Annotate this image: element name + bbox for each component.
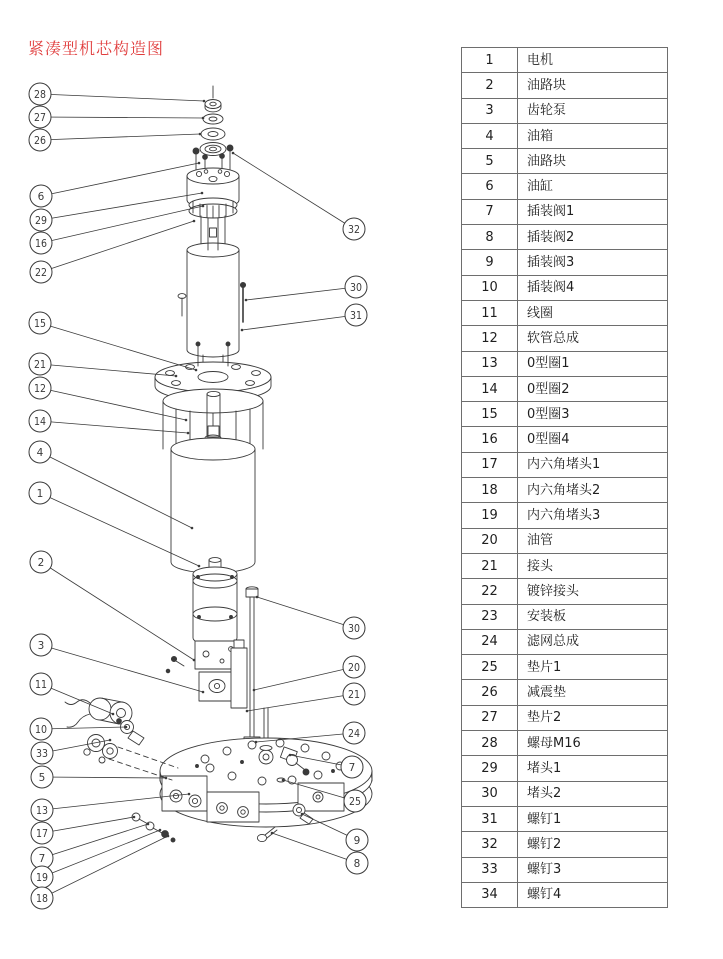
small-fittings [117,719,144,745]
callout-27 [29,106,204,128]
svg-text:14: 14 [34,415,47,428]
callout-6 [30,162,200,207]
svg-text:5: 5 [38,771,46,784]
table-row [462,48,668,73]
table-row [462,655,668,680]
svg-text:29: 29 [35,214,47,227]
part-number: 30 [462,781,518,806]
part-number: 24 [462,629,518,654]
part-number: 11 [462,300,518,325]
svg-text:1: 1 [36,487,44,500]
part-number: 4 [462,123,518,148]
part-name: 插装阀3 [518,250,668,275]
svg-text:7: 7 [348,761,356,774]
svg-text:11: 11 [35,678,47,691]
table-row [462,705,668,730]
part-name: 0型圈1 [518,351,668,376]
svg-text:22: 22 [35,266,47,279]
part-name: 软管总成 [518,326,668,351]
callout-14 [29,410,189,434]
table-row [462,199,668,224]
part-number: 12 [462,326,518,351]
part-name: 螺钉1 [518,806,668,831]
callout-30 [256,596,365,639]
part-number: 21 [462,553,518,578]
part-name: 0型圈2 [518,376,668,401]
svg-text:10: 10 [35,723,47,736]
table-row [462,629,668,654]
part-number: 15 [462,402,518,427]
oil-cylinder-barrel [187,243,239,357]
svg-text:20: 20 [348,661,360,674]
part-name: 接头 [518,553,668,578]
part-name: 插装阀1 [518,199,668,224]
svg-text:31: 31 [350,309,362,322]
part-number: 10 [462,275,518,300]
part-name: 0型圈3 [518,402,668,427]
table-row [462,832,668,857]
part-name: 内六角堵头1 [518,452,668,477]
part-number: 20 [462,528,518,553]
part-number: 23 [462,604,518,629]
part-name: 油路块 [518,149,668,174]
part-number: 6 [462,174,518,199]
part-number: 17 [462,452,518,477]
part-number: 18 [462,478,518,503]
part-number: 28 [462,731,518,756]
part-number: 3 [462,98,518,123]
part-name: 内六角堵头3 [518,503,668,528]
top-fastener-stack [200,86,226,156]
part-number: 29 [462,756,518,781]
table-row [462,680,668,705]
callout-3 [30,634,204,693]
table-row [462,402,668,427]
part-name: 电机 [518,48,668,73]
svg-text:30: 30 [348,622,360,635]
callout-28 [29,83,205,105]
table-row [462,452,668,477]
table-row [462,73,668,98]
table-row [462,275,668,300]
parts-table [461,47,668,908]
table-row [462,604,668,629]
table-row [462,123,668,148]
svg-text:2: 2 [37,556,45,569]
table-row [462,503,668,528]
table-row [462,478,668,503]
part-name: 插装阀2 [518,225,668,250]
svg-text:9: 9 [353,834,361,847]
callout-22 [30,220,195,283]
part-number: 9 [462,250,518,275]
part-name: 垫片1 [518,655,668,680]
table-row [462,857,668,882]
svg-text:32: 32 [348,223,360,236]
part-number: 33 [462,857,518,882]
table-row [462,98,668,123]
part-number: 25 [462,655,518,680]
svg-text:18: 18 [36,892,48,905]
part-name: 安装板 [518,604,668,629]
svg-text:7: 7 [38,852,46,865]
svg-text:28: 28 [34,88,46,101]
table-row [462,300,668,325]
table-row [462,579,668,604]
bottom-screws [132,813,175,842]
oil-tank [171,438,255,573]
part-number: 22 [462,579,518,604]
parts-table-body [462,48,668,908]
part-number: 27 [462,705,518,730]
part-name: 油管 [518,528,668,553]
callout-21 [29,353,177,377]
callout-5 [31,766,167,788]
svg-text:3: 3 [37,639,45,652]
callout-4 [29,441,193,529]
callout-32 [232,152,365,240]
part-number: 16 [462,427,518,452]
svg-text:24: 24 [348,727,361,740]
part-name: 0型圈4 [518,427,668,452]
svg-text:15: 15 [34,317,46,330]
table-row [462,427,668,452]
svg-text:27: 27 [34,111,46,124]
table-row [462,250,668,275]
part-number: 14 [462,376,518,401]
svg-text:8: 8 [353,857,361,870]
part-name: 油路块 [518,73,668,98]
part-name: 螺钉2 [518,832,668,857]
part-name: 螺母M16 [518,731,668,756]
callout-15 [29,312,197,371]
part-number: 5 [462,149,518,174]
page-title: 紧凑型机芯构造图 [28,39,165,58]
callout-26 [29,129,201,151]
callout-30 [245,276,367,301]
part-number: 7 [462,199,518,224]
base-plate [160,738,372,827]
svg-text:21: 21 [348,688,360,701]
part-name: 油缸 [518,174,668,199]
table-row [462,376,668,401]
table-row [462,806,668,831]
part-number: 34 [462,882,518,907]
motor-pump-column [193,558,237,645]
table-row [462,553,668,578]
svg-text:25: 25 [349,795,361,808]
svg-text:30: 30 [350,281,362,294]
svg-text:19: 19 [36,871,48,884]
svg-text:21: 21 [34,358,46,371]
part-number: 1 [462,48,518,73]
part-name: 滤网总成 [518,629,668,654]
part-name: 堵头2 [518,781,668,806]
table-row [462,351,668,376]
part-name: 堵头1 [518,756,668,781]
table-row [462,731,668,756]
part-number: 32 [462,832,518,857]
part-name: 内六角堵头2 [518,478,668,503]
part-name: 垫片2 [518,705,668,730]
part-number: 19 [462,503,518,528]
part-name: 减震垫 [518,680,668,705]
part-number: 8 [462,225,518,250]
table-row [462,149,668,174]
part-name: 插装阀4 [518,275,668,300]
part-name: 齿轮泵 [518,98,668,123]
part-name: 油箱 [518,123,668,148]
table-row [462,326,668,351]
callout-2 [30,551,195,661]
svg-text:13: 13 [36,804,48,817]
cylinder-head [187,168,239,218]
table-row [462,756,668,781]
svg-text:12: 12 [34,382,46,395]
callout-31 [241,304,367,331]
table-row [462,882,668,907]
part-number: 13 [462,351,518,376]
part-name: 螺钉4 [518,882,668,907]
callout-29 [30,192,203,231]
svg-text:16: 16 [35,237,48,250]
part-name: 镀锌接头 [518,579,668,604]
svg-text:33: 33 [36,747,48,760]
callout-11 [30,673,114,715]
svg-text:17: 17 [36,827,48,840]
svg-text:4: 4 [36,446,44,459]
table-row [462,781,668,806]
part-name: 线圈 [518,300,668,325]
part-number: 2 [462,73,518,98]
svg-text:6: 6 [37,190,45,203]
part-number: 31 [462,806,518,831]
svg-text:26: 26 [34,134,47,147]
table-row [462,225,668,250]
table-row [462,174,668,199]
table-row [462,528,668,553]
part-name: 螺钉3 [518,857,668,882]
part-number: 26 [462,680,518,705]
